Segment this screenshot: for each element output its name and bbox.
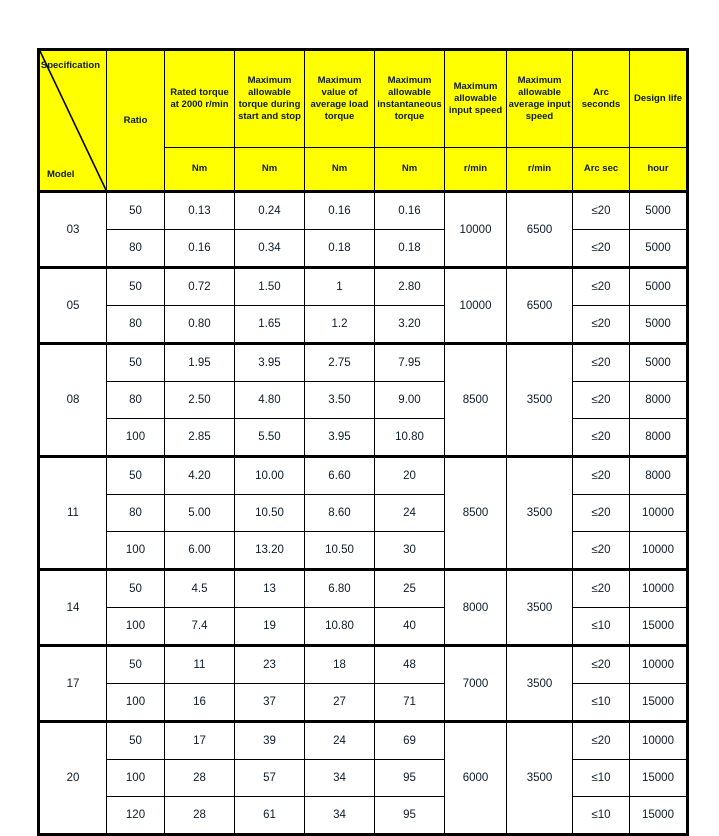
cell-instantaneous-torque: 40: [375, 608, 445, 646]
table-row: [39, 457, 688, 495]
cell-design-life: 10000: [630, 646, 688, 684]
cell-design-life: 15000: [630, 760, 688, 797]
cell-instantaneous-torque: 7.95: [375, 344, 445, 382]
cell-start-stop-torque: 5.50: [235, 419, 305, 457]
cell-rated-torque: 4.5: [165, 570, 235, 608]
cell-start-stop-torque: 19: [235, 608, 305, 646]
cell-ratio: 80: [107, 495, 165, 532]
table-row: [39, 382, 688, 419]
cell-rated-torque: 17: [165, 722, 235, 760]
cell-design-life: 10000: [630, 532, 688, 570]
cell-instantaneous-torque: 3.20: [375, 306, 445, 344]
cell-arc-seconds: ≤20: [573, 382, 630, 419]
cell-avg-load-torque: 3.95: [305, 419, 375, 457]
cell-ratio: 80: [107, 230, 165, 268]
cell-avg-load-torque: 10.50: [305, 532, 375, 570]
cell-rated-torque: 28: [165, 797, 235, 835]
cell-avg-load-torque: 24: [305, 722, 375, 760]
cell-rated-torque: 2.85: [165, 419, 235, 457]
cell-start-stop-torque: 61: [235, 797, 305, 835]
table-row: [39, 722, 688, 760]
cell-instantaneous-torque: 71: [375, 684, 445, 722]
cell-arc-seconds: ≤10: [573, 760, 630, 797]
cell-instantaneous-torque: 30: [375, 532, 445, 570]
table-row: [39, 192, 688, 230]
cell-avg-load-torque: 3.50: [305, 382, 375, 419]
cell-instantaneous-torque: 24: [375, 495, 445, 532]
cell-max-input-speed: 8000: [445, 570, 507, 646]
table-row: [39, 344, 688, 382]
cell-instantaneous-torque: 95: [375, 797, 445, 835]
column-unit-8: hour: [630, 148, 688, 192]
cell-avg-input-speed: 3500: [507, 570, 573, 646]
cell-ratio: 50: [107, 457, 165, 495]
column-header-0: Ratio: [107, 50, 165, 192]
cell-avg-load-torque: 27: [305, 684, 375, 722]
cell-start-stop-torque: 1.50: [235, 268, 305, 306]
cell-rated-torque: 6.00: [165, 532, 235, 570]
cell-max-input-speed: 8500: [445, 457, 507, 570]
cell-start-stop-torque: 57: [235, 760, 305, 797]
cell-ratio: 50: [107, 570, 165, 608]
cell-avg-load-torque: 1: [305, 268, 375, 306]
cell-instantaneous-torque: 2.80: [375, 268, 445, 306]
cell-design-life: 5000: [630, 344, 688, 382]
column-unit-3: Nm: [305, 148, 375, 192]
table-row: [39, 495, 688, 532]
cell-ratio: 100: [107, 684, 165, 722]
cell-rated-torque: 4.20: [165, 457, 235, 495]
model-cell-20: 20: [39, 722, 107, 835]
cell-start-stop-torque: 37: [235, 684, 305, 722]
cell-max-input-speed: 6000: [445, 722, 507, 835]
cell-arc-seconds: ≤20: [573, 570, 630, 608]
cell-rated-torque: 11: [165, 646, 235, 684]
column-header-8: Design life: [630, 50, 688, 148]
cell-design-life: 8000: [630, 382, 688, 419]
table-row: [39, 570, 688, 608]
model-cell-17: 17: [39, 646, 107, 722]
cell-arc-seconds: ≤10: [573, 797, 630, 835]
column-unit-6: r/min: [507, 148, 573, 192]
cell-ratio: 100: [107, 532, 165, 570]
cell-start-stop-torque: 10.00: [235, 457, 305, 495]
cell-arc-seconds: ≤20: [573, 306, 630, 344]
table-row: [39, 230, 688, 268]
cell-arc-seconds: ≤20: [573, 646, 630, 684]
table-row: [39, 532, 688, 570]
cell-start-stop-torque: 23: [235, 646, 305, 684]
cell-arc-seconds: ≤10: [573, 608, 630, 646]
cell-rated-torque: 16: [165, 684, 235, 722]
cell-design-life: 8000: [630, 419, 688, 457]
column-unit-1: Nm: [165, 148, 235, 192]
cell-ratio: 50: [107, 722, 165, 760]
cell-rated-torque: 0.80: [165, 306, 235, 344]
table-row: [39, 268, 688, 306]
cell-avg-load-torque: 2.75: [305, 344, 375, 382]
cell-avg-load-torque: 8.60: [305, 495, 375, 532]
cell-arc-seconds: ≤20: [573, 230, 630, 268]
cell-ratio: 100: [107, 760, 165, 797]
table-row: [39, 306, 688, 344]
cell-design-life: 5000: [630, 268, 688, 306]
cell-instantaneous-torque: 69: [375, 722, 445, 760]
cell-instantaneous-torque: 25: [375, 570, 445, 608]
cell-instantaneous-torque: 20: [375, 457, 445, 495]
cell-design-life: 15000: [630, 797, 688, 835]
cell-rated-torque: 7.4: [165, 608, 235, 646]
cell-rated-torque: 5.00: [165, 495, 235, 532]
cell-avg-load-torque: 0.16: [305, 192, 375, 230]
cell-arc-seconds: ≤20: [573, 344, 630, 382]
cell-arc-seconds: ≤20: [573, 495, 630, 532]
column-unit-5: r/min: [445, 148, 507, 192]
cell-design-life: 5000: [630, 306, 688, 344]
cell-start-stop-torque: 0.24: [235, 192, 305, 230]
cell-rated-torque: 0.16: [165, 230, 235, 268]
column-header-1: Rated torque at 2000 r/min: [165, 50, 235, 148]
specification-table-container: [37, 48, 686, 836]
cell-instantaneous-torque: 9.00: [375, 382, 445, 419]
cell-arc-seconds: ≤20: [573, 268, 630, 306]
cell-design-life: 10000: [630, 495, 688, 532]
cell-start-stop-torque: 10.50: [235, 495, 305, 532]
cell-arc-seconds: ≤10: [573, 684, 630, 722]
column-header-7: Arc seconds: [573, 50, 630, 148]
cell-avg-input-speed: 3500: [507, 722, 573, 835]
cell-rated-torque: 1.95: [165, 344, 235, 382]
cell-instantaneous-torque: 10.80: [375, 419, 445, 457]
model-cell-03: 03: [39, 192, 107, 268]
cell-design-life: 5000: [630, 230, 688, 268]
header-model-label: Model: [47, 169, 75, 181]
cell-start-stop-torque: 0.34: [235, 230, 305, 268]
cell-rated-torque: 0.72: [165, 268, 235, 306]
column-unit-2: Nm: [235, 148, 305, 192]
model-cell-08: 08: [39, 344, 107, 457]
model-cell-05: 05: [39, 268, 107, 344]
table-row: [39, 797, 688, 835]
cell-rated-torque: 28: [165, 760, 235, 797]
table-row: [39, 608, 688, 646]
column-header-3: Maximum value of average load torque: [305, 50, 375, 148]
cell-instantaneous-torque: 0.18: [375, 230, 445, 268]
table-row: [39, 684, 688, 722]
cell-avg-load-torque: 6.80: [305, 570, 375, 608]
column-header-6: Maximum allowable average input speed: [507, 50, 573, 148]
column-header-4: Maximum allowable instantaneous torque: [375, 50, 445, 148]
cell-avg-input-speed: 3500: [507, 457, 573, 570]
cell-max-input-speed: 10000: [445, 192, 507, 268]
model-cell-11: 11: [39, 457, 107, 570]
cell-design-life: 10000: [630, 570, 688, 608]
cell-avg-load-torque: 10.80: [305, 608, 375, 646]
cell-design-life: 15000: [630, 608, 688, 646]
cell-ratio: 50: [107, 192, 165, 230]
cell-avg-input-speed: 6500: [507, 192, 573, 268]
cell-ratio: 100: [107, 608, 165, 646]
cell-design-life: 15000: [630, 684, 688, 722]
cell-start-stop-torque: 39: [235, 722, 305, 760]
cell-ratio: 50: [107, 344, 165, 382]
cell-arc-seconds: ≤20: [573, 722, 630, 760]
model-cell-14: 14: [39, 570, 107, 646]
cell-ratio: 80: [107, 306, 165, 344]
cell-avg-input-speed: 3500: [507, 646, 573, 722]
cell-avg-load-torque: 0.18: [305, 230, 375, 268]
table-row: [39, 760, 688, 797]
column-header-5: Maximum allowable input speed: [445, 50, 507, 148]
cell-ratio: 50: [107, 646, 165, 684]
cell-start-stop-torque: 4.80: [235, 382, 305, 419]
cell-start-stop-torque: 13.20: [235, 532, 305, 570]
cell-rated-torque: 2.50: [165, 382, 235, 419]
cell-max-input-speed: 10000: [445, 268, 507, 344]
cell-design-life: 5000: [630, 192, 688, 230]
table-row: [39, 646, 688, 684]
cell-arc-seconds: ≤20: [573, 457, 630, 495]
cell-max-input-speed: 7000: [445, 646, 507, 722]
cell-instantaneous-torque: 48: [375, 646, 445, 684]
cell-avg-load-torque: 34: [305, 760, 375, 797]
cell-design-life: 10000: [630, 722, 688, 760]
cell-start-stop-torque: 1.65: [235, 306, 305, 344]
column-header-2: Maximum allowable torque during start and stop: [235, 50, 305, 148]
cell-avg-load-torque: 1.2: [305, 306, 375, 344]
cell-ratio: 80: [107, 382, 165, 419]
cell-design-life: 8000: [630, 457, 688, 495]
header-specification-label: Specification: [40, 60, 100, 71]
cell-avg-load-torque: 18: [305, 646, 375, 684]
cell-instantaneous-torque: 95: [375, 760, 445, 797]
column-unit-4: Nm: [375, 148, 445, 192]
cell-avg-load-torque: 34: [305, 797, 375, 835]
cell-start-stop-torque: 3.95: [235, 344, 305, 382]
cell-avg-input-speed: 3500: [507, 344, 573, 457]
column-unit-7: Arc sec: [573, 148, 630, 192]
cell-instantaneous-torque: 0.16: [375, 192, 445, 230]
cell-rated-torque: 0.13: [165, 192, 235, 230]
cell-ratio: 50: [107, 268, 165, 306]
cell-arc-seconds: ≤20: [573, 192, 630, 230]
header-corner-cell: [39, 50, 107, 192]
table-header-row-titles: [39, 50, 688, 148]
cell-start-stop-torque: 13: [235, 570, 305, 608]
cell-avg-input-speed: 6500: [507, 268, 573, 344]
cell-arc-seconds: ≤20: [573, 532, 630, 570]
cell-max-input-speed: 8500: [445, 344, 507, 457]
cell-avg-load-torque: 6.60: [305, 457, 375, 495]
gearbox-specification-table: [37, 48, 689, 836]
cell-ratio: 120: [107, 797, 165, 835]
table-row: [39, 419, 688, 457]
cell-ratio: 100: [107, 419, 165, 457]
cell-arc-seconds: ≤20: [573, 419, 630, 457]
